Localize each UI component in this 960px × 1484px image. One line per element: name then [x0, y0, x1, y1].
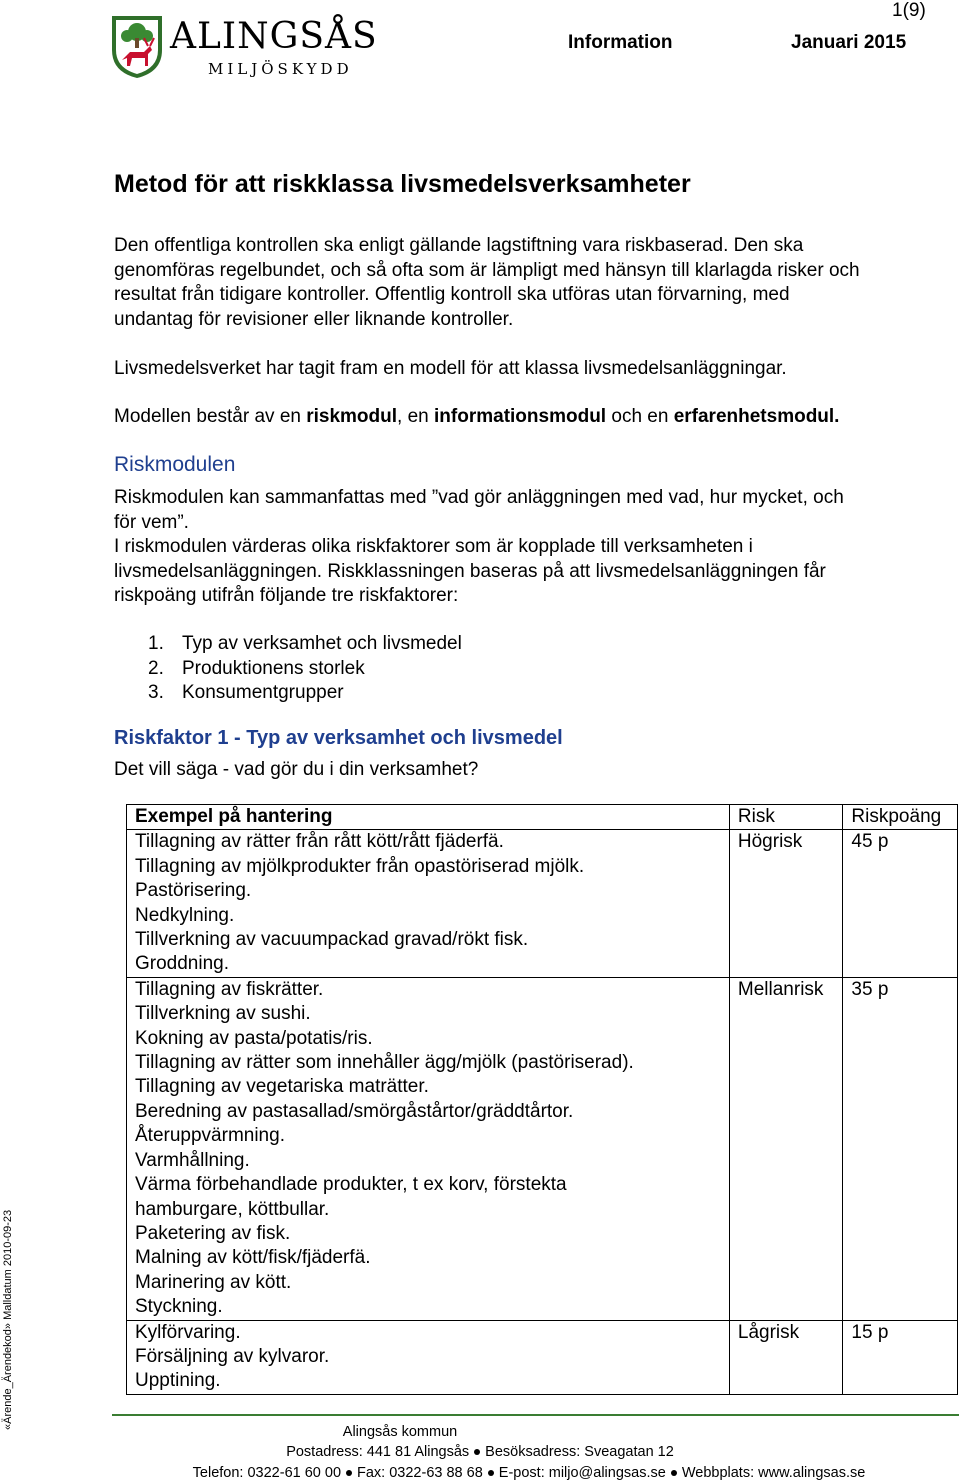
section-subheading: Det vill säga - vad gör du i din verksamhet? [114, 759, 479, 780]
modules-paragraph: Modellen består av en riskmodul, en informationsmodul och en erfarenhetsmodul. [114, 406, 840, 427]
page-title: Metod för att riskklassa livsmedelsverksamheter [114, 170, 691, 198]
crest-icon [110, 10, 440, 80]
footer-contact: Telefon: 0322-61 60 00 Fax: 0322-63 88 68 E-post: miljo@alingsas.se Webbplats: www.alingsas.se [192, 1465, 866, 1481]
text-line: Riskmodulen kan sammanfattas med ”vad gör anläggningen med vad, hur mycket, och [114, 487, 844, 508]
text-line: I riskmodulen värderas olika riskfaktorer som är kopplade till verksamheten i [114, 536, 753, 557]
list-item: 1. Typ av verksamhet och livsmedel [148, 633, 462, 654]
table-row [127, 1320, 958, 1394]
footer-address: Postadress: 441 81 Alingsås Besöksadress: Sveagatan 12 [286, 1444, 674, 1460]
bullet-icon [488, 1470, 494, 1476]
column-header: Riskpoäng [843, 805, 958, 830]
model-paragraph: Livsmedelsverket har tagit fram en modell för att klassa livsmedelsanläggningar. [114, 358, 787, 379]
risk-table [126, 804, 958, 1395]
table-header-row [127, 805, 958, 830]
svg-text:ALINGSÅS: ALINGSÅS [170, 16, 378, 57]
document-type: Information [568, 32, 673, 53]
informationsmodul-term: informationsmodul [434, 406, 607, 427]
riskmodul-term: riskmodul [306, 406, 398, 427]
document-date: Januari 2015 [791, 32, 907, 53]
riskfactor-list [148, 632, 462, 706]
text-line: för vem”. [114, 511, 189, 533]
table-row [127, 830, 958, 977]
points-cell: 45 p [843, 830, 958, 977]
svg-text:MILJÖSKYDD: MILJÖSKYDD [208, 60, 353, 78]
examples-cell: Tillagning av rätter från rått kött/rått fjäderfä. Tillagning av mjölkprodukter från opastöriserad mjölk. Pastörisering. Nedkylning. Tillverkning av vacuumpackad gravad/rökt fisk. Groddning. [127, 830, 730, 977]
footer-divider [112, 1414, 959, 1416]
examples-cell: Kylförvaring. Försäljning av kylvaror. Upptining. [127, 1320, 730, 1394]
text-line: Den offentliga kontrollen ska enligt gällande lagstiftning vara riskbaserad. Den ska [114, 235, 804, 256]
text-line: riskpoäng utifrån följande tre riskfaktorer: [114, 585, 459, 606]
intro-paragraph [114, 234, 860, 332]
section-heading-riskmodulen: Riskmodulen [114, 453, 236, 476]
table-row [127, 977, 958, 1320]
examples-cell: Tillagning av fiskrätter. Tillverkning av sushi. Kokning av pasta/potatis/ris. Tillagning av rätter som innehåller ägg/mjölk (pastöriserad). Tillagning av vegetariska maträtter. Beredning av pastasallad/smörgåstårtor/gräddtårtor. Återuppvärmning. Varmhållning. Värma förbehandlade produkter, t ex korv, förstekta hamburgare, köttbullar. Paketering av fisk. Malning av kött/fisk/fjäderfä. Marinering av kött. Styckning. [127, 977, 730, 1320]
text-line: resultat från tidigare kontroller. Offentlig kontroll ska utföras utan förvarning, med [114, 284, 790, 305]
bullet-icon [474, 1449, 480, 1455]
website-link[interactable]: Webbplats: www.alingsas.se [681, 1465, 866, 1481]
risk-cell: Lågrisk [729, 1320, 843, 1394]
list-item: 3. Konsumentgrupper [148, 682, 344, 703]
bullet-icon [346, 1470, 352, 1476]
footer-org: Alingsås kommun [342, 1424, 458, 1440]
bullet-icon [671, 1470, 677, 1476]
list-item: 2. Produktionens storlek [148, 657, 365, 679]
riskmodulen-paragraph [114, 486, 844, 609]
points-cell: 15 p [843, 1320, 958, 1394]
text-line: livsmedelsanläggningen. Riskklassningen baseras på att livsmedelsanläggningen får [114, 560, 826, 582]
email-link[interactable]: E-post: miljo@alingsas.se [498, 1465, 666, 1481]
erfarenhetsmodul-term: erfarenhetsmodul. [673, 406, 840, 427]
section-heading-riskfaktor1: Riskfaktor 1 - Typ av verksamhet och livsmedel [114, 727, 563, 749]
page-number: 1(9) [892, 0, 926, 21]
text-line: undantag för revisioner eller liknande kontroller. [114, 308, 514, 330]
template-date-sidebar: «Ärende_Ärendekod» Malldatum 2010-09-23 [2, 1209, 14, 1430]
column-header: Exempel på hantering [127, 805, 730, 830]
column-header: Risk [729, 805, 843, 830]
alingsas-logo [110, 10, 440, 80]
points-cell: 35 p [843, 977, 958, 1320]
risk-cell: Mellanrisk [729, 977, 843, 1320]
text-line: genomföras regelbundet, och så ofta som är lämpligt med hänsyn till klarlagda risker och [114, 259, 860, 281]
risk-cell: Högrisk [729, 830, 843, 977]
